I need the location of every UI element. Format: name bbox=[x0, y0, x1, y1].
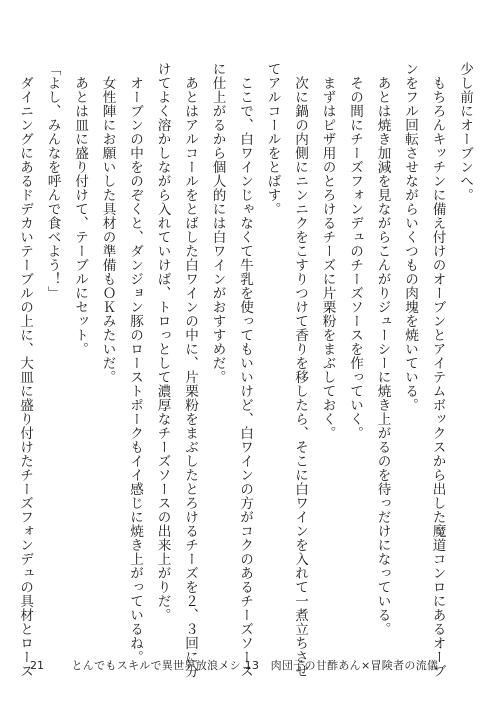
text-line: 少し前にオーブンへ。 bbox=[457, 62, 473, 202]
running-title: とんでもスキルで異世界放浪メシ 13 肉団子の甘酢あん×冒険者の流儀 bbox=[71, 659, 439, 672]
text-line: その間にチーズフォンデュのチーズソースを作っていく。 bbox=[347, 62, 363, 440]
text-line: ここで、白ワインじゃなくて牛乳を使ってもいいけど、白ワインの方がコクのあるチーズソース bbox=[237, 62, 253, 678]
text-line: あとは皿に盛り付けて、テーブルにセット。 bbox=[72, 62, 88, 356]
text-line: あとはアルコールをとばした白ワインの中に、片栗粉をまぶしたとろけるチーズを２、３回に分 bbox=[182, 62, 198, 678]
text-line: ダイニングにあるドデカいテーブルの上に、大皿に盛り付けたチーズフォンデュの具材とロース bbox=[17, 62, 33, 678]
text-line: オーブンの中をのぞくと、ダンジョン豚のローストポークもイイ感じに焼き上がっているね。 bbox=[127, 62, 143, 664]
text-line: まずはピザ用のとろけるチーズに片栗粉をまぶしておく。 bbox=[319, 62, 336, 440]
text-line: けてよく溶かしながら入れていけば、トロっとして濃厚なチーズソースの出来上がりだ。 bbox=[154, 62, 171, 622]
page-footer bbox=[30, 657, 438, 673]
text-line: に仕上がるから個人的には白ワインがおすすめだ。 bbox=[209, 62, 226, 384]
text-line: ンをフル回転させながらいくつもの肉塊を焼いている。 bbox=[402, 62, 418, 412]
text-line: 女性陣にお願いした具材の準備もＯＫみたいだ。 bbox=[99, 62, 116, 384]
text-line: あとは焼き加減を見ながらこんがりジューシーに焼き上がるのを待っだけになっている。 bbox=[374, 62, 391, 636]
text-line: もちろんキッチンに備え付けのオーブンとアイテムボックスから出した魔道コンロにあるオーブ bbox=[429, 62, 446, 678]
text-line: てアルコールをとばす。 bbox=[264, 62, 281, 216]
text-line: 次に鍋の内側にニンニクをこすりつけて香りを移したら、そこに白ワインを入れて一煮立ちさせ bbox=[292, 62, 308, 678]
dialogue-line: 「よし、みんなを呼んで食べよう！」 bbox=[44, 62, 61, 300]
page-number: 21 bbox=[30, 659, 44, 672]
